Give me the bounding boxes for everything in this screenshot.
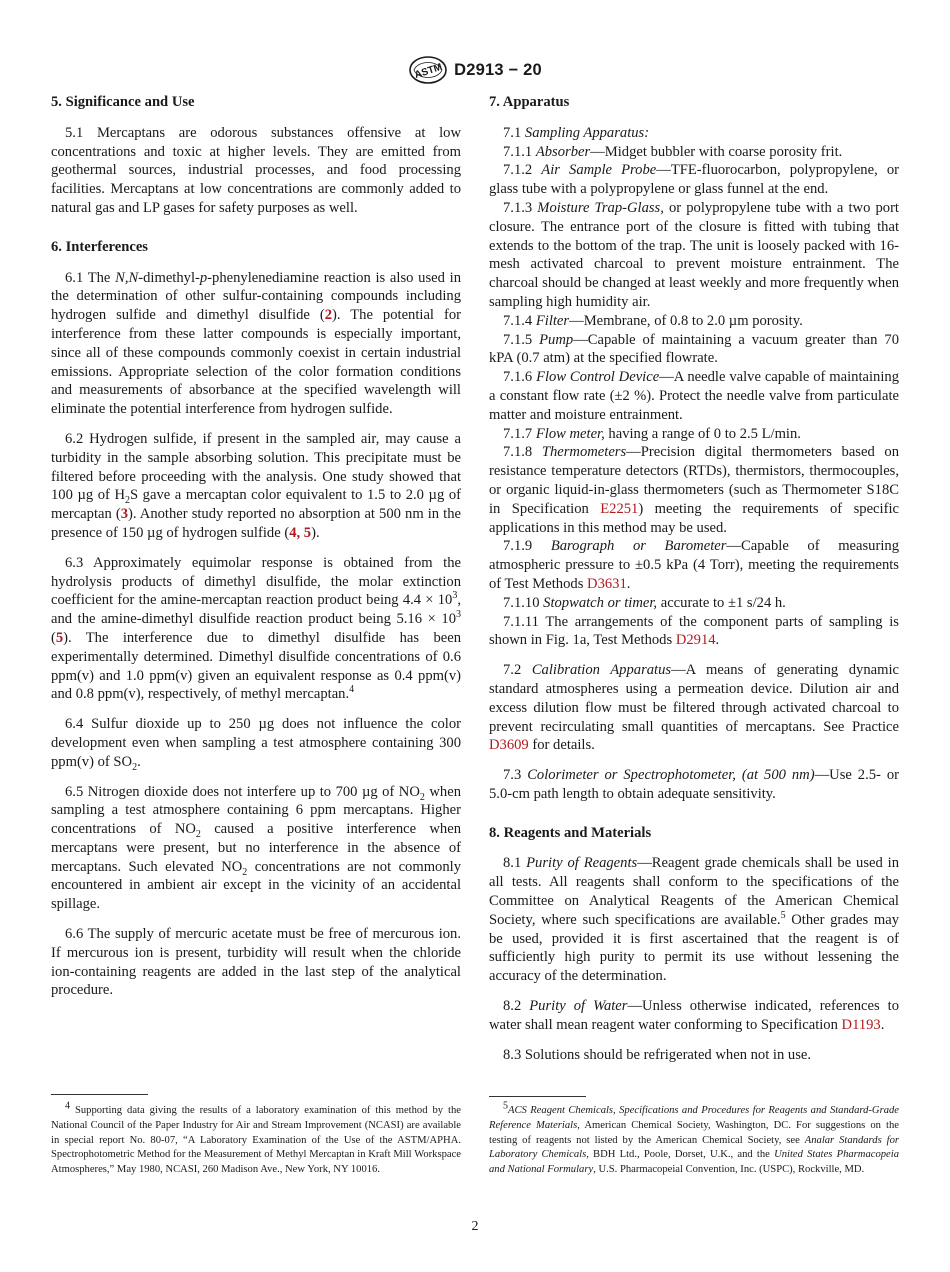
link-d2914[interactable]: D2914 [675, 632, 716, 649]
item-7-1-9: 7.1.9 Barograph or Barometer—Capable of measuring atmospheric pressure to ±0.5 kPa (4 Torr), meeting the requirements of Test Methods D3631. [489, 538, 899, 592]
logo-text: ASTM [413, 61, 444, 82]
reference-link-4-5[interactable]: 4, 5 [289, 524, 312, 541]
para-6-4: 6.4 Sulfur dioxide up to 250 µg does not influence the color development even when sampling a test atmosphere containing 300 ppm(v) of $SO_2$. [51, 716, 461, 773]
item-7-1-7: 7.1.7 Flow meter, having a range of 0 to 2.5 L/min. [503, 425, 801, 442]
item-7-1-4: 7.1.4 Filter—Membrane, of 0.8 to 2.0 µm porosity. [503, 312, 803, 329]
reference-link-3[interactable]: 3 [120, 506, 129, 523]
page-header [0, 52, 950, 88]
item-7-1-6: 7.1.6 Flow Control Device—A needle valve capable of maintaining a constant flow rate (±2 %). Protect the needle valve from particulate matter and moisture entrainment. [489, 369, 899, 423]
link-d3609[interactable]: D3609 [489, 737, 529, 754]
footnote-4: $^4$ Supporting data giving the results of a laboratory examination of this method by the National Council of the Paper Industry for Air and Stream Improvement (NCASI) are available in special report No. 80-07, “A Laboratory Examination of the Use of the ASTM/APHA. Spectrophotometric Method for the Measurement of Methyl Mercaptan in Kraft Mill Workspace Atmospheres,” May 1980, NCASI, 260 Madison Ave., New York, NY 10016. [51, 1100, 461, 1176]
item-8-1: 8.1 Purity of Reagents—Reagent grade chemicals shall be used in all tests. All reagents shall conform to the specifications of the Committee on Analytical Reagents of the American Chemical Society, where such specifications are available.$^5$ Other grades may be used, provided it is first ascertained that the reagent is of sufficiently high purity to permit its use without lessening the accuracy of the determination. [489, 855, 900, 985]
item-7-3: 7.3 Colorimeter or Spectrophotometer, (at 500 nm)—Use 2.5- or 5.0-cm path length to obtain adequate sensitivity. [489, 767, 899, 802]
item-7-2: 7.2 Calibration Apparatus—A means of generating dynamic standard atmospheres using a permeation device. Dilution air and excess dilution flow must be filtered through activated charcoal to prevent recirculating small quantities of mercaptans. See Practice D3609 for details. [489, 662, 899, 754]
reference-link-5[interactable]: 5 [55, 629, 64, 646]
footnote-5: $^5$ACS Reagent Chemicals, Specifications and Procedures for Reagents and Standard-Grade Reference Materials, American Chemical Society, Washington, DC. For suggestions on the testing of reagents not listed by the American Chemical Society, see Analar Standards for Laboratory Chemicals, BDH Ltd., Poole, Dorset, U.K., and the United States Pharmacopeia and National Formulary, U.S. Pharmacopeial Convention, Inc. (USPC), Rockville, MD. [489, 1100, 900, 1176]
para-6-6: 6.6 The supply of mercuric acetate must be free of mercurous ion. If mercurous ion is present, turbidity will result when the chloride ion-containing reagents are added in the last step of the analytical procedure. [51, 926, 461, 999]
right-column [489, 93, 899, 1064]
footnote-rule-right [489, 1096, 586, 1097]
link-d1193[interactable]: D1193 [841, 1016, 881, 1033]
para-6-1: 6.1 The N,N-dimethyl-p-phenylenediamine reaction is also used in the determination of other sulfur-containing compounds including hydrogen sulfide and dimethyl disulfide (2). The potential for interference from these latter compounds is especially important, since all of these compounds commonly coexist in certain industrial emissions. Appropriate selection of the color formation conditions and measurements of absorbance at the specified wavelength will eliminate the potential interference from hydrogen sulfide. [51, 269, 462, 418]
para-6-3: 6.3 Approximately equimolar response is obtained from the hydrolysis products of dimethyl disulfide, the molar extinction coefficient for the amine-mercaptan reaction product being $4.4 \times 10^3$, and the amine-dimethyl disulfide reaction product being $5.16 \times 10^3$ (5). The interference due to dimethyl disulfide has been experimentally determined. Dimethyl disulfide concentrations of 0.6 ppm(v) and 1.0 ppm(v) given an equivalent response as 0.4 ppm(v) and 0.8 ppm(v), respectively, of methyl mercaptan.$^4$ [51, 554, 461, 703]
para-5-1: 5.1 Mercaptans are odorous substances offensive at low concentrations and toxic at higher levels. They are emitted from geothermal sources, industrial processes, and food processing facilities. Mercaptans at low concentrations are commonly added to natural gas and LP gases for safety purposes as well. [51, 124, 461, 216]
footnote-mark-4[interactable]: 4 [349, 684, 355, 696]
footnote-rule-left [51, 1094, 148, 1095]
item-7-1: 7.1 Sampling Apparatus: [503, 124, 650, 141]
item-8-3: 8.3 Solutions should be refrigerated when not in use. [503, 1046, 812, 1063]
section-7-heading: 7. Apparatus [489, 94, 570, 110]
page-number: 2 [471, 1219, 479, 1234]
section-8-heading: 8. Reagents and Materials [489, 824, 652, 841]
astm-logo-icon [408, 55, 448, 85]
item-7-1-8: 7.1.8 Thermometers—Precision digital thermometers based on resistance temperature detectors (RTDs), thermistors, thermocouples, or organic liquid-in-glass thermometers (such as Thermometer S18C in Specification E2251) meeting the requirements of specific applications in this method may be used. [489, 444, 899, 536]
section-5-heading: 5. Significance and Use [51, 94, 195, 110]
section-6-heading: 6. Interferences [51, 238, 148, 255]
link-d3631[interactable]: D3631 [587, 575, 627, 592]
item-7-1-2: 7.1.2 Air Sample Probe—TFE-fluorocarbon, polypropylene, or glass tube with a polypropylene or glass funnel at the end. [489, 162, 899, 198]
item-7-1-1: 7.1.1 Absorber—Midget bubbler with coarse porosity frit. [503, 143, 843, 160]
item-7-1-3: 7.1.3 Moisture Trap-Glass, or polypropylene tube with a two port closure. The entrance port of the closure is fitted with tubing that extends to the bottom of the trap. The unit is loosely packed with 16-mesh activated charcoal to prevent moisture entrainment. The charcoal should be changed at least weekly and more frequently when sampling high humidity air. [489, 199, 899, 310]
document-id: D2913 − 20 [454, 60, 542, 79]
item-7-1-10: 7.1.10 Stopwatch or timer, accurate to ±1 s/24 h. [503, 594, 786, 611]
para-6-5: 6.5 Nitrogen dioxide does not interfere up to 700 µg of $NO_2$ when sampling a test atmosphere containing 6 ppm mercaptans. Higher concentrations of $NO_2$ caused a positive interference when mercaptans were present, but no interference in the absence of mercaptans. Such elevated $NO_2$ concentrations are not commonly encountered in ambient air except in the vicinity of an accidental spillage. [51, 783, 462, 913]
item-7-1-11: 7.1.11 The arrangements of the component parts of sampling is shown in Fig. 1a, Test Methods D2914. [489, 613, 899, 649]
para-6-2: 6.2 Hydrogen sulfide, if present in the sampled air, may cause a turbidity in the sample absorbing solution. This precipitate must be filtered before proceeding with the analysis. One study showed that 100 µg of $H_2S$ gave a mercaptan color equivalent to 1.5 to 2.0 µg of mercaptan (3). Another study reported no absorption at 500 nm in the presence of 150 µg of hydrogen sulfide (4, 5). [51, 430, 461, 541]
item-7-1-5: 7.1.5 Pump—Capable of maintaining a vacuum greater than 70 kPA (0.7 atm) at the specified flowrate. [489, 331, 899, 367]
reference-link-2[interactable]: 2 [324, 307, 332, 324]
footnote-mark-5[interactable]: 5 [780, 910, 786, 922]
item-8-2: 8.2 Purity of Water—Unless otherwise indicated, references to water shall mean reagent water conforming to Specification D1193. [489, 998, 899, 1033]
left-column [51, 93, 461, 1000]
link-e2251[interactable]: E2251 [600, 500, 639, 517]
